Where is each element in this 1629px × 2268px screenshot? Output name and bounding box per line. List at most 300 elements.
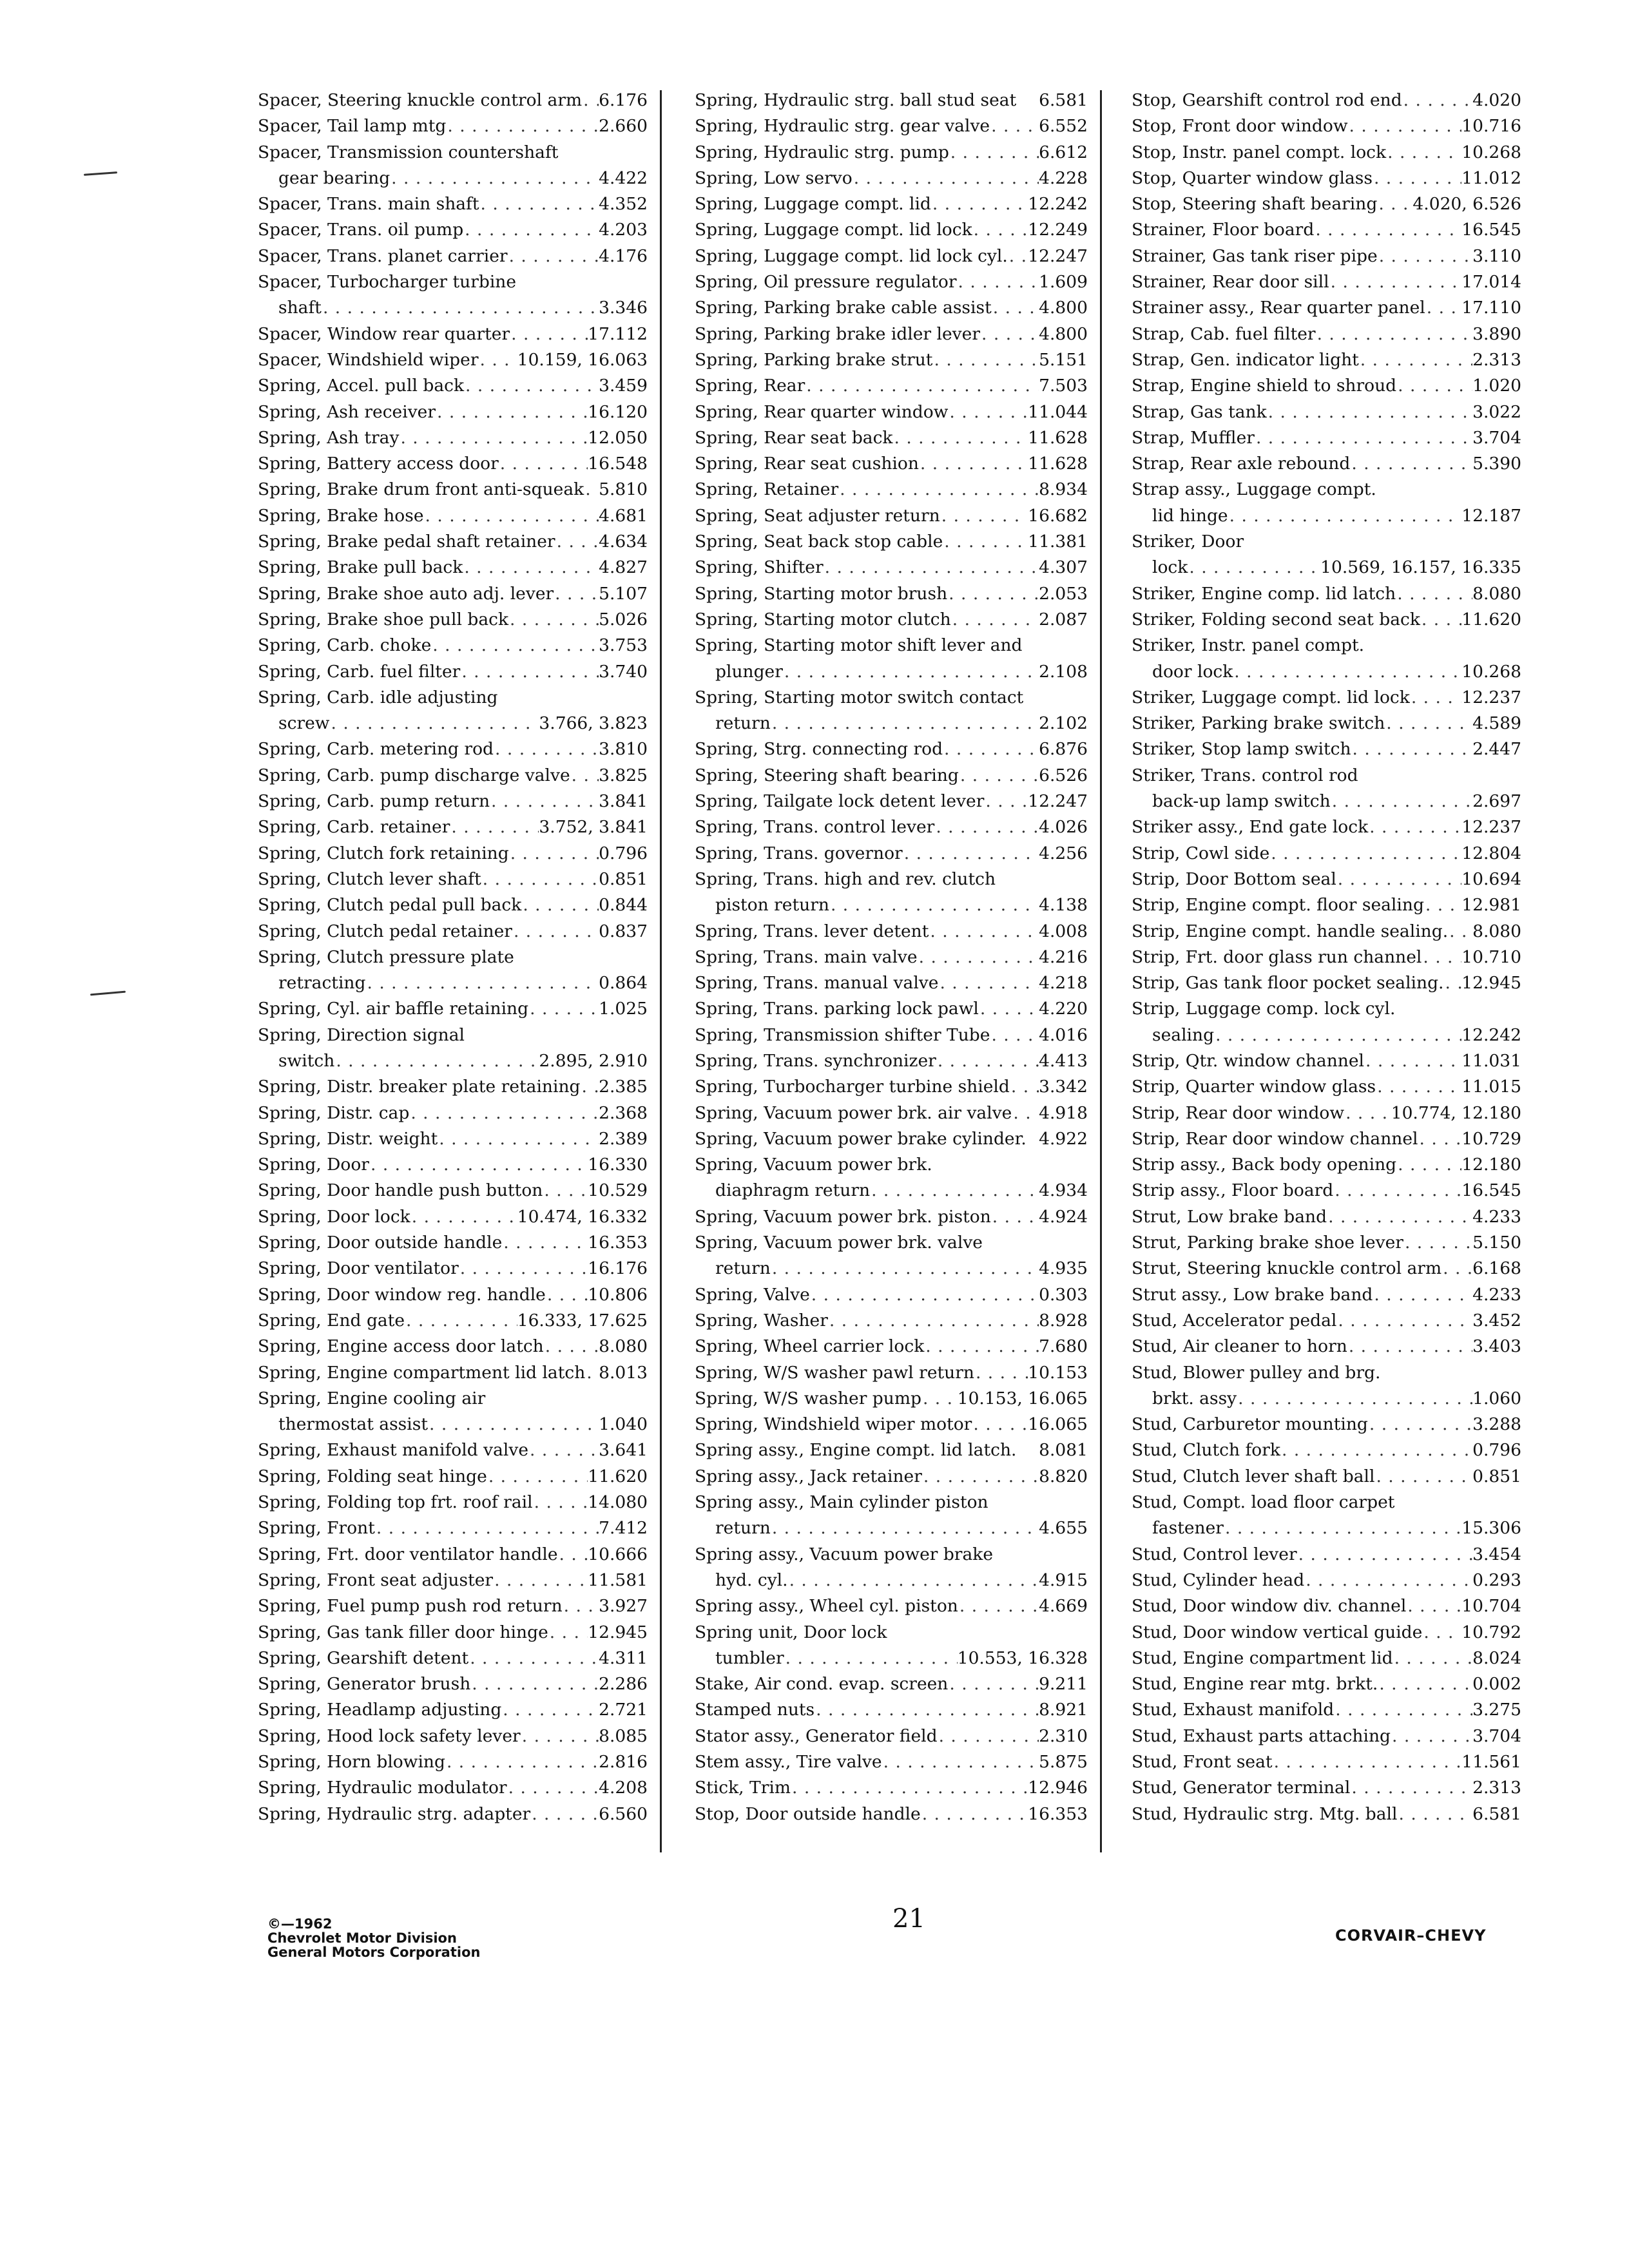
entry-text: Spring, Hood lock safety lever [258, 1725, 521, 1746]
entry-page-ref: 4.352 [599, 194, 648, 215]
entry-page-ref: 4.233 [1472, 1206, 1521, 1227]
entry-text: Stud, Generator terminal [1132, 1778, 1351, 1798]
entry-page-ref: 10.268 [1461, 142, 1521, 162]
index-entry [1132, 298, 1521, 323]
dot-leader [528, 1440, 599, 1460]
index-entry [1132, 1025, 1521, 1051]
dot-leader [334, 1051, 539, 1071]
dot-leader [390, 168, 599, 188]
index-entry [1132, 350, 1521, 376]
dot-leader [932, 350, 1039, 370]
entry-page-ref: 16.353 [1028, 1803, 1088, 1824]
index-entry [695, 220, 1088, 245]
entry-text: Stud, Exhaust parts attaching [1132, 1725, 1391, 1746]
entry-text: Stud, Exhaust manifold [1132, 1700, 1335, 1720]
index-entry [258, 1518, 648, 1544]
index-entry [258, 506, 648, 532]
index-entry [695, 739, 1088, 765]
entry-page-ref: 10.792 [1461, 1622, 1521, 1642]
dot-leader [991, 1207, 1039, 1227]
entry-text: Spring, Washer [695, 1310, 828, 1331]
entry-page-ref: 8.081 [1039, 1440, 1088, 1461]
dot-leader [1255, 428, 1472, 448]
dot-leader [1441, 1258, 1472, 1278]
entry-page-ref: 6.581 [1039, 90, 1088, 110]
entry-text: Spring, Trans. main valve [695, 947, 918, 967]
dot-leader [984, 791, 1028, 811]
dot-leader [436, 402, 588, 422]
dot-leader [487, 1466, 588, 1486]
entry-page-ref: 6.176 [599, 90, 648, 110]
entry-text: Spring, Accel. pull back [258, 376, 465, 396]
entry-text: diaphragm return [715, 1180, 871, 1201]
dot-leader [554, 584, 599, 604]
entry-page-ref: 12.050 [588, 427, 648, 448]
dot-leader [1410, 687, 1461, 707]
entry-page-ref: 5.810 [599, 479, 648, 500]
entry-text: Spring unit, Door lock [695, 1622, 887, 1642]
index-entry [1132, 246, 1521, 272]
entry-page-ref: 11.581 [588, 1570, 648, 1590]
entry-page-ref: 10.553, 16.328 [957, 1648, 1088, 1668]
dot-leader [450, 817, 539, 837]
dot-leader [783, 662, 1039, 682]
dot-leader [1418, 1129, 1462, 1149]
entry-text: Strip, Luggage comp. lock cyl. [1132, 999, 1396, 1019]
entry-text: Spring, Parking brake cable assist [695, 298, 992, 318]
entry-page-ref: 4.655 [1039, 1518, 1088, 1539]
index-entry [695, 1285, 1088, 1311]
entry-page-ref: 3.110 [1472, 245, 1521, 266]
entry-text: Spring, Turbocharger turbine shield [695, 1077, 1010, 1097]
index-entry [1132, 739, 1521, 765]
index-entry [1132, 1570, 1521, 1596]
entry-page-ref: 4.589 [1472, 713, 1521, 734]
entry-text: Stop, Quarter window glass [1132, 168, 1373, 188]
index-entry [695, 1726, 1088, 1752]
dot-leader [791, 1778, 1028, 1798]
entry-text: Spring, Trans. synchronizer [695, 1050, 936, 1071]
entry-page-ref: 3.704 [1472, 427, 1521, 448]
entry-text: Striker assy., End gate lock [1132, 817, 1369, 838]
dot-leader [510, 324, 588, 344]
index-entry [695, 1051, 1088, 1077]
entry-text: Stud, Door window vertical guide [1132, 1622, 1423, 1642]
entry-text: Spring, Ash tray [258, 427, 400, 448]
copyright-year: ©—1962 [267, 1916, 333, 1932]
entry-text: Spring, Vacuum power brk. valve [695, 1233, 983, 1253]
dot-leader [499, 454, 588, 474]
entry-page-ref: 17.112 [588, 323, 648, 344]
dot-leader [784, 1648, 958, 1668]
index-entry [695, 1752, 1088, 1778]
dot-leader [1233, 662, 1461, 682]
dot-leader [1329, 272, 1462, 292]
entry-text: retracting [278, 973, 366, 994]
entry-text: Spring, Rear seat back [695, 427, 893, 448]
entry-page-ref: 12.242 [1028, 194, 1088, 215]
entry-page-ref: 10.694 [1461, 869, 1521, 889]
dot-leader [460, 662, 599, 682]
entry-text: Spring, Rear seat cushion [695, 454, 919, 474]
entry-page-ref: 3.454 [1472, 1544, 1521, 1564]
index-entry [695, 532, 1088, 557]
index-entry [1132, 1726, 1521, 1752]
dot-leader [931, 194, 1028, 214]
dot-leader [1364, 1051, 1461, 1071]
index-entry [1132, 843, 1521, 869]
entry-page-ref: 8.928 [1039, 1310, 1088, 1331]
entry-text: Stem assy., Tire valve [695, 1752, 882, 1772]
entry-text: Spring, Brake shoe pull back [258, 609, 509, 629]
dot-leader [463, 557, 599, 577]
entry-page-ref: 10.529 [588, 1180, 648, 1201]
entry-text: Strip, Quarter window glass [1132, 1077, 1376, 1097]
entry-text: Stop, Steering shaft bearing [1132, 194, 1378, 215]
entry-text: Stud, Accelerator pedal [1132, 1310, 1337, 1331]
index-entry [695, 765, 1088, 791]
dot-leader [882, 1752, 1039, 1772]
entry-text: Spring, Trans. control lever [695, 817, 935, 838]
dot-leader [1350, 1778, 1472, 1798]
entry-text: Strut, Parking brake shoe lever [1132, 1233, 1403, 1253]
dot-leader [365, 973, 599, 993]
entry-text: Spring, Door outside handle [258, 1233, 503, 1253]
entry-text: Spring, Hydraulic strg. gear valve [695, 116, 990, 137]
index-entry [695, 895, 1088, 921]
dot-leader [949, 142, 1039, 162]
entry-page-ref: 0.851 [599, 869, 648, 889]
entry-text: Spacer, Turbocharger turbine [258, 272, 517, 293]
entry-page-ref: 5.150 [1472, 1233, 1521, 1253]
entry-text: Spacer, Trans. main shaft [258, 194, 479, 215]
index-entry [695, 1466, 1088, 1492]
entry-page-ref: 4.918 [1039, 1102, 1088, 1123]
index-entry [1132, 1363, 1521, 1389]
dot-leader [951, 610, 1039, 629]
entry-text: Strap, Gas tank [1132, 401, 1267, 422]
dot-leader [1336, 869, 1461, 889]
index-entry [258, 1570, 648, 1596]
index-entry [695, 1103, 1088, 1129]
index-entry [695, 662, 1088, 687]
entry-page-ref: 8.921 [1039, 1700, 1088, 1720]
index-entry [1132, 1129, 1521, 1155]
entry-page-ref: 4.026 [1039, 817, 1088, 838]
index-entry [1132, 506, 1521, 532]
entry-page-ref: 12.946 [1028, 1778, 1088, 1798]
index-entry [695, 1440, 1088, 1466]
copyright-division: Chevrolet Motor Division [267, 1930, 457, 1946]
entry-text: Strap, Engine shield to shroud [1132, 376, 1397, 396]
dot-leader [853, 168, 1039, 188]
dot-leader [543, 1180, 588, 1200]
dot-leader [1368, 1414, 1472, 1434]
index-entry [695, 298, 1088, 323]
index-entry [258, 1389, 648, 1414]
dot-leader [375, 1518, 599, 1538]
entry-page-ref: 4.228 [1039, 168, 1088, 188]
entry-text: Striker, Trans. control rod [1132, 765, 1358, 785]
dot-leader [470, 1674, 599, 1694]
index-entry [1132, 220, 1521, 245]
index-entry [258, 1700, 648, 1725]
entry-text: Strip, Engine compt. handle sealing. [1132, 921, 1449, 941]
dot-leader [929, 921, 1039, 941]
dot-leader [992, 298, 1039, 318]
dot-leader [1396, 376, 1472, 396]
index-entry [258, 324, 648, 350]
entry-text: Spring, Carb. pump return [258, 791, 490, 812]
dot-leader [479, 194, 599, 214]
entry-text: Spring, Brake shoe auto adj. lever [258, 583, 554, 604]
entry-page-ref: 2.313 [1472, 1778, 1521, 1798]
entry-page-ref: 1.060 [1472, 1388, 1521, 1408]
index-entry [1132, 428, 1521, 454]
index-entry [258, 1674, 648, 1700]
entry-text: Spring, Vacuum power brake cylinder. [695, 1128, 1027, 1149]
dot-leader [957, 272, 1039, 292]
index-entry [695, 1180, 1088, 1206]
entry-page-ref: 12.237 [1461, 817, 1521, 838]
entry-page-ref: 3.459 [599, 376, 648, 396]
entry-text: Strap, Cab. fuel filter [1132, 323, 1316, 344]
index-entry [1132, 1492, 1521, 1518]
dot-leader [979, 999, 1039, 1019]
index-entry [1132, 817, 1521, 843]
entry-text: Striker, Engine comp. lid latch [1132, 583, 1396, 604]
entry-page-ref: 2.286 [599, 1674, 648, 1695]
entry-text: Spring, Trans. governor [695, 843, 903, 863]
entry-page-ref: 12.945 [588, 1622, 648, 1642]
entry-text: Strap, Muffler [1132, 427, 1255, 448]
entry-page-ref: 11.620 [1461, 609, 1521, 629]
dot-leader [921, 1389, 958, 1408]
entry-text: Strip, Qtr. window channel [1132, 1050, 1364, 1071]
index-entry [695, 1389, 1088, 1414]
dot-leader [948, 402, 1028, 422]
entry-text: return [715, 1258, 771, 1279]
dot-leader [1224, 1518, 1461, 1538]
entry-page-ref: 6.552 [1039, 116, 1088, 137]
entry-text: Stud, Blower pulley and brg. [1132, 1362, 1381, 1383]
dot-leader [493, 1570, 588, 1590]
entry-page-ref: 4.934 [1039, 1180, 1088, 1201]
entry-page-ref: 5.026 [599, 609, 648, 629]
entry-text: Spring, Brake drum front anti-squeak [258, 479, 584, 500]
dot-leader [1280, 1440, 1472, 1460]
entry-text: Spring, Brake hose [258, 505, 424, 526]
entry-page-ref: 11.031 [1461, 1050, 1521, 1071]
entry-page-ref: 12.981 [1461, 895, 1521, 916]
dot-leader [558, 1544, 588, 1564]
entry-text: Spring, Starting motor clutch [695, 609, 951, 629]
entry-text: Striker, Door [1132, 532, 1244, 552]
entry-page-ref: 16.682 [1028, 505, 1088, 526]
dot-leader [947, 584, 1039, 604]
entry-text: Spring, Headlamp adjusting [258, 1700, 502, 1720]
dot-leader [1373, 1285, 1472, 1305]
entry-page-ref: 8.080 [1472, 921, 1521, 941]
entry-page-ref: 12.249 [1028, 220, 1088, 240]
index-entry [1132, 1778, 1521, 1803]
dot-leader [943, 532, 1028, 552]
dot-leader [934, 817, 1039, 837]
index-entry [258, 479, 648, 505]
entry-text: Spring, Carb. idle adjusting [258, 687, 498, 707]
dot-leader [521, 895, 599, 915]
index-entry [1132, 999, 1521, 1024]
entry-text: Spring, Door ventilator [258, 1258, 459, 1279]
entry-page-ref: 5.875 [1039, 1752, 1088, 1772]
entry-text: Strip, Engine compt. floor sealing [1132, 895, 1424, 916]
entry-page-ref: 4.800 [1039, 323, 1088, 344]
dot-leader [938, 973, 1039, 993]
entry-text: Spring, Clutch fork retaining [258, 843, 509, 863]
entry-page-ref: 12.247 [1028, 245, 1088, 266]
entry-text: Spring, Gearshift detent [258, 1648, 469, 1668]
dot-leader [1012, 1103, 1039, 1123]
dot-leader [1422, 1622, 1461, 1642]
entry-text: Spring, Door window reg. handle [258, 1284, 546, 1305]
entry-page-ref: 3.704 [1472, 1725, 1521, 1746]
dot-leader [974, 1363, 1028, 1383]
entry-text: Spring, Clutch lever shaft [258, 869, 481, 889]
entry-text: Strap, Gen. indicator light [1132, 349, 1359, 370]
index-entry [1132, 557, 1521, 583]
entry-page-ref: 3.766, 3.823 [539, 713, 648, 734]
dot-leader [490, 791, 599, 811]
index-entry [1132, 90, 1521, 116]
dot-leader [924, 1336, 1039, 1356]
entry-text: sealing [1152, 1024, 1215, 1045]
entry-text: Stud, Door window div. channel [1132, 1596, 1407, 1617]
dot-leader [870, 1180, 1039, 1200]
entry-page-ref: 8.934 [1039, 479, 1088, 500]
entry-page-ref: 16.330 [588, 1155, 648, 1175]
dot-leader [1214, 1025, 1461, 1045]
entry-text: Spring, Generator brush [258, 1674, 471, 1695]
entry-text: Spring, Carb. pump discharge valve [258, 765, 570, 785]
index-entry [258, 1311, 648, 1336]
column-divider-1 [660, 90, 662, 1852]
entry-text: Strut, Steering knuckle control arm [1132, 1258, 1442, 1279]
entry-page-ref: 3.927 [599, 1596, 648, 1617]
entry-text: Spring, Carb. retainer [258, 817, 450, 838]
entry-page-ref: 3.275 [1472, 1700, 1521, 1720]
entry-text: piston return [715, 895, 829, 916]
index-entry [1132, 116, 1521, 142]
entry-page-ref: 10.153, 16.065 [957, 1388, 1088, 1408]
dot-leader [919, 454, 1028, 474]
entry-page-ref: 16.176 [588, 1258, 648, 1279]
entry-page-ref: 4.413 [1039, 1050, 1088, 1071]
index-entry [1132, 687, 1521, 713]
dot-leader [936, 1051, 1039, 1071]
entry-page-ref: 4.669 [1039, 1596, 1088, 1617]
entry-text: Spring, Engine cooling air [258, 1388, 486, 1408]
entry-page-ref: 16.333, 17.625 [517, 1310, 648, 1331]
entry-text: Stud, Carburetor mounting [1132, 1414, 1368, 1435]
entry-text: Stud, Engine compartment lid [1132, 1648, 1393, 1668]
index-entry [258, 532, 648, 557]
entry-page-ref: 4.681 [599, 505, 648, 526]
entry-page-ref: 11.620 [588, 1466, 648, 1486]
dot-leader [1391, 1726, 1472, 1746]
entry-text: Stamped nuts [695, 1700, 815, 1720]
entry-text: Spring, Carb. fuel filter [258, 661, 461, 682]
dot-leader [530, 1804, 599, 1824]
index-entry [258, 1077, 648, 1102]
entry-text: Spring, Folding top frt. roof rail [258, 1492, 533, 1513]
dot-leader [771, 1258, 1039, 1278]
entry-page-ref: 0.844 [599, 895, 648, 916]
index-entry [1132, 454, 1521, 479]
index-entry [695, 817, 1088, 843]
dot-leader [369, 1155, 588, 1175]
dot-leader [815, 1700, 1039, 1720]
index-entry [1132, 324, 1521, 350]
entry-text: Spring, Engine access door latch [258, 1336, 544, 1357]
dot-leader [438, 1129, 599, 1149]
entry-text: Spring, Door handle push button [258, 1180, 543, 1201]
dot-leader [1386, 142, 1461, 162]
index-entry [258, 1180, 648, 1206]
entry-page-ref: 8.080 [599, 1336, 648, 1357]
entry-page-ref: 3.452 [1472, 1310, 1521, 1331]
index-entry [258, 843, 648, 869]
index-entry [1132, 1518, 1521, 1544]
dot-leader [903, 843, 1039, 863]
index-entry [258, 1285, 648, 1311]
entry-text: Spring assy., Jack retainer [695, 1466, 922, 1486]
dot-leader [410, 1207, 517, 1227]
index-entry [258, 428, 648, 454]
entry-text: Spring, Brake pull back [258, 557, 463, 578]
entry-text: Spring, Rear [695, 376, 805, 396]
copyright-block [267, 1917, 480, 1959]
index-entry [258, 1440, 648, 1466]
entry-page-ref: 10.710 [1461, 947, 1521, 967]
entry-page-ref: 6.612 [1039, 142, 1088, 162]
index-entry [695, 402, 1088, 428]
entry-page-ref: 4.216 [1039, 947, 1088, 967]
entry-text: back-up lamp switch [1152, 791, 1331, 812]
entry-text: Spring, Battery access door [258, 454, 499, 474]
dot-leader [1378, 1674, 1472, 1694]
index-entry [258, 350, 648, 376]
dot-leader [922, 1466, 1039, 1486]
index-entry [258, 454, 648, 479]
entry-page-ref: 4.020, 6.526 [1412, 194, 1521, 215]
entry-text: Spring, W/S washer pump [695, 1388, 921, 1408]
entry-text: Spring, Carb. choke [258, 635, 432, 656]
entry-text: Stud, Clutch lever shaft ball [1132, 1466, 1375, 1486]
index-column-1 [258, 90, 648, 1830]
entry-text: Spring, Oil pressure regulator [695, 272, 957, 293]
index-entry [258, 402, 648, 428]
entry-page-ref: 10.666 [588, 1544, 648, 1564]
entry-page-ref: 3.890 [1472, 323, 1521, 344]
index-entry [258, 584, 648, 610]
dot-leader [544, 1336, 599, 1356]
dot-leader [838, 479, 1039, 499]
entry-text: Spring, Fuel pump push rod return [258, 1596, 563, 1617]
entry-text: Spring, Front [258, 1518, 375, 1539]
index-entry [258, 739, 648, 765]
index-entry [1132, 1258, 1521, 1284]
index-entry [695, 713, 1088, 739]
